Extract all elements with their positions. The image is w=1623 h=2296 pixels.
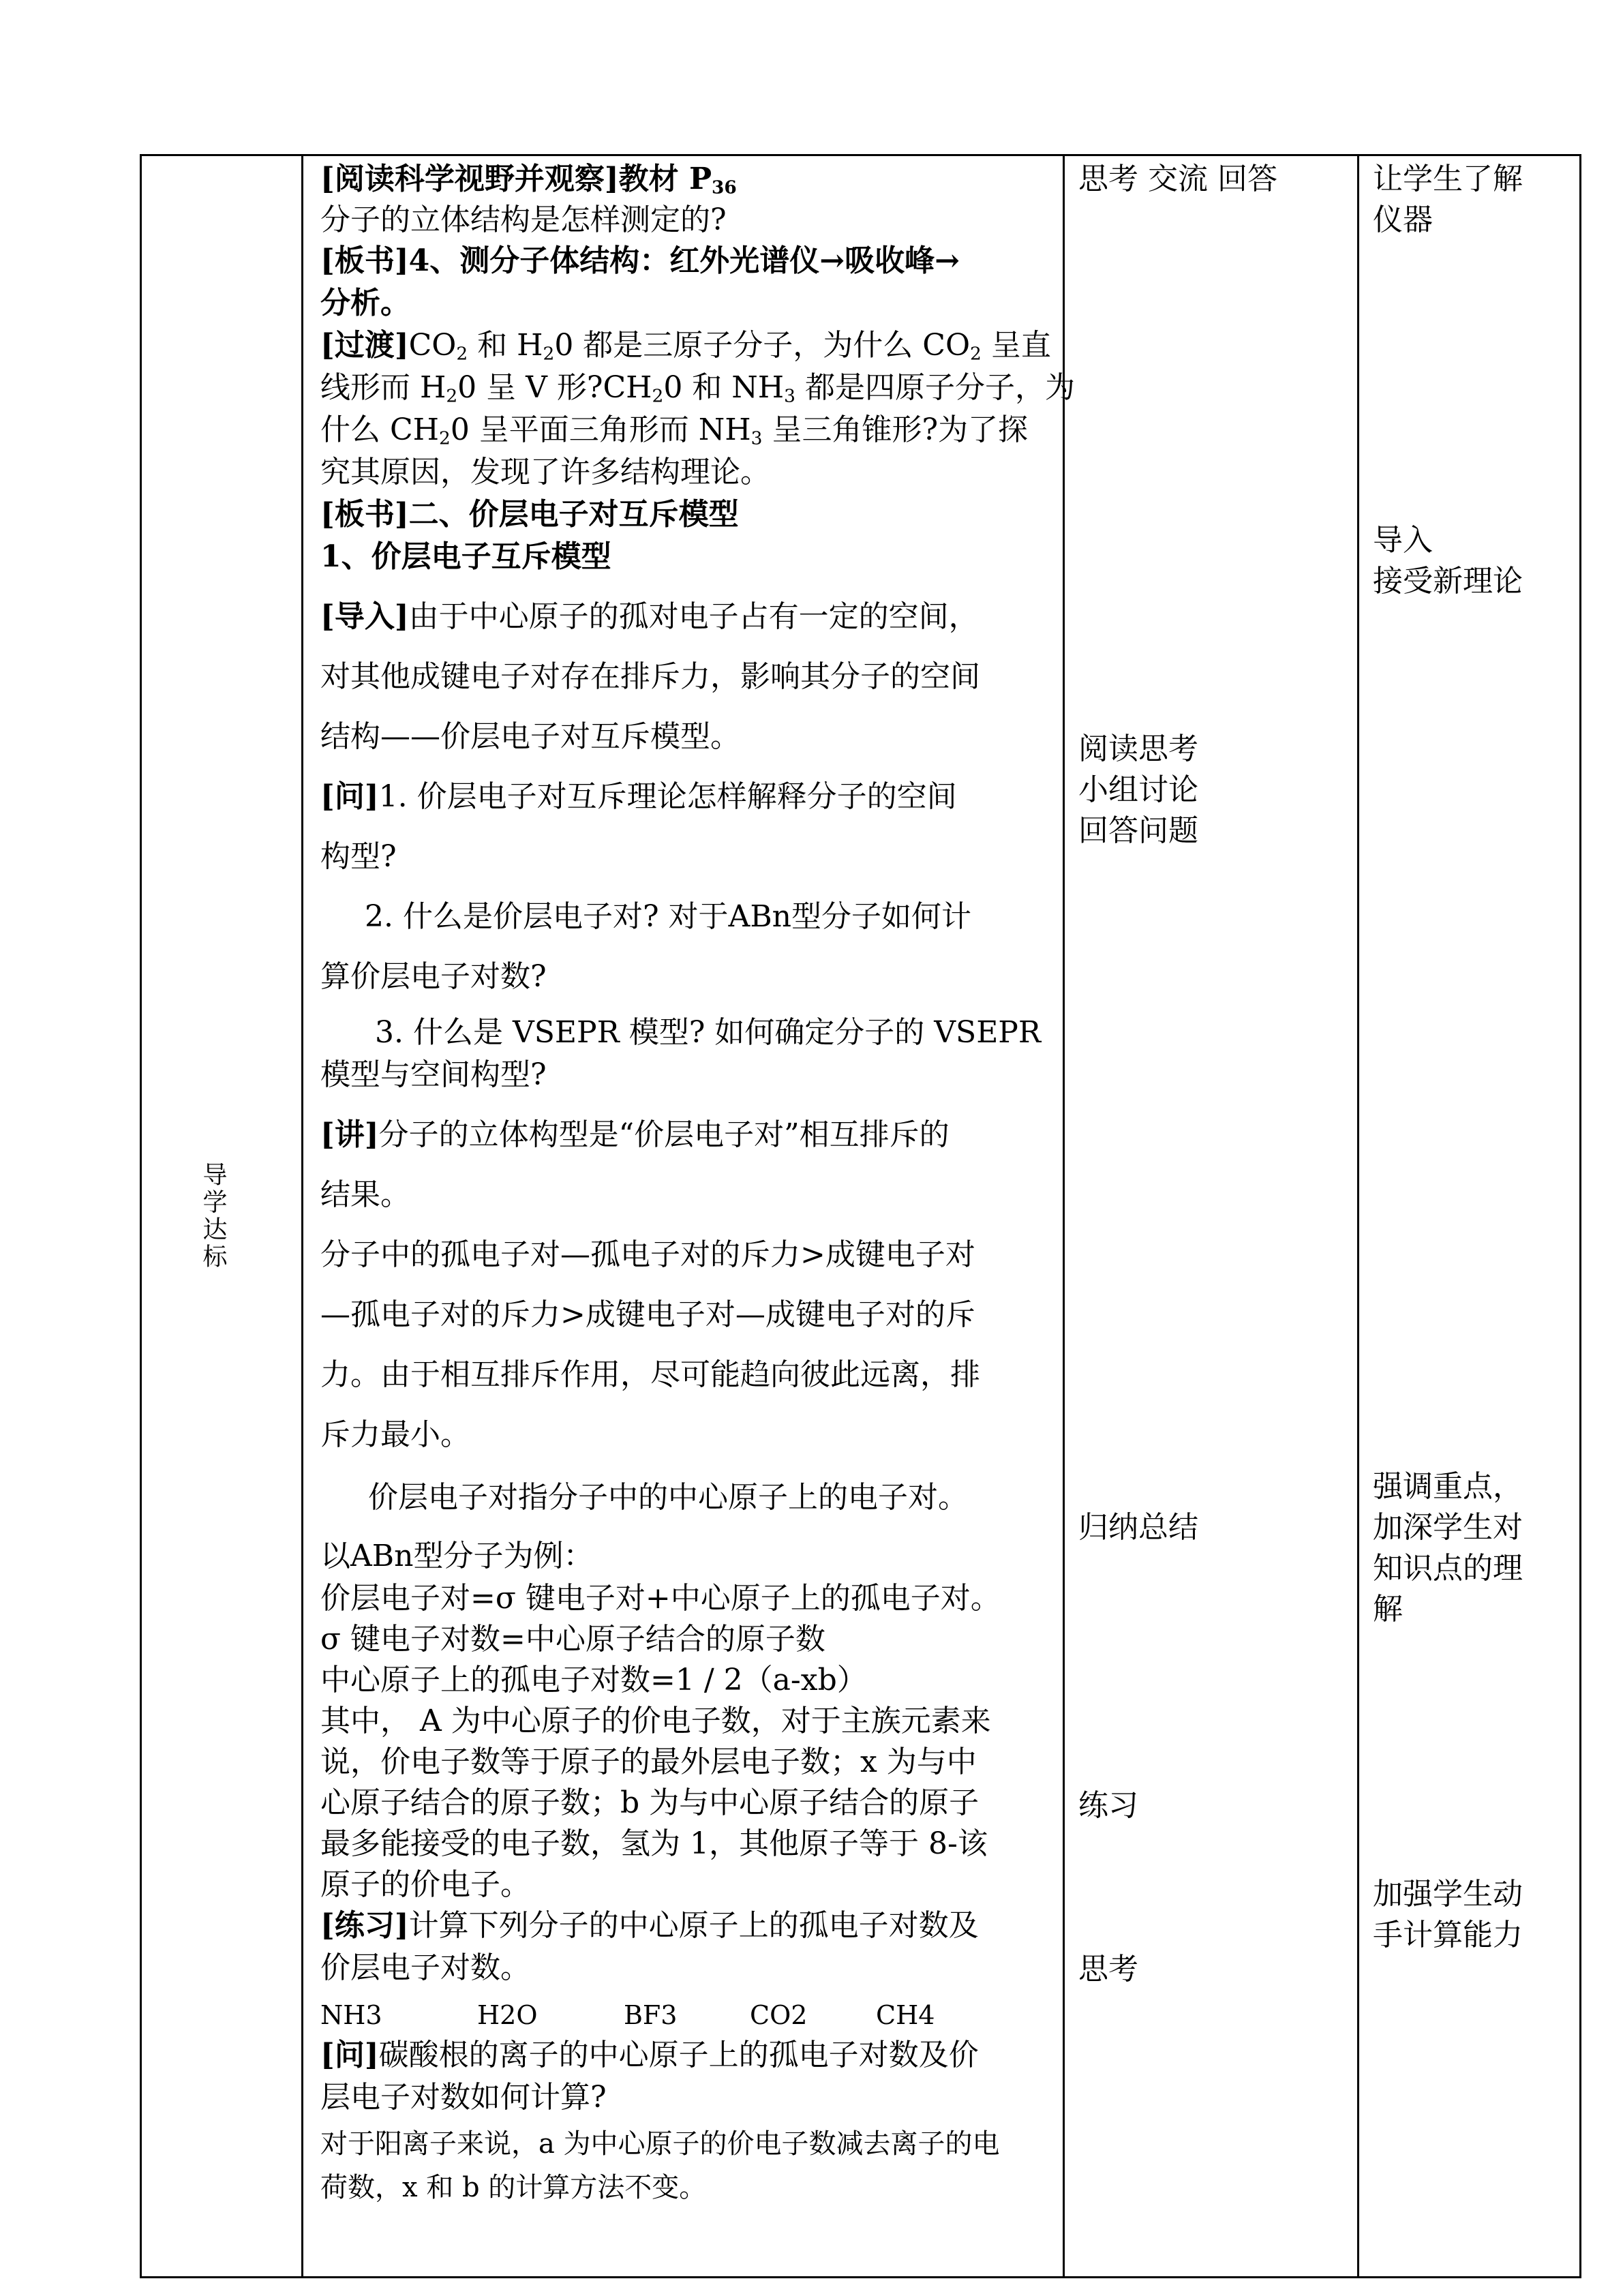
section-cell [141,155,303,2278]
student-activity-item: 阅读思考 [1078,731,1198,766]
content-line: [问]1. 价层电子对互斥理论怎样解释分子的空间 [320,779,957,814]
content-line: 3. 什么是 VSEPR 模型? 如何确定分子的 VSEPR [375,1015,1042,1050]
content-line: 线形而 $H_20$ 呈 V 形$?CH_20$ 和 $NH_3$ 都是四原子分子，为 [320,370,1075,407]
student-activity-item: 思考 交流 回答 [1078,162,1277,196]
student-activity-item: 思考 [1078,1952,1138,1987]
content-line: 价层电子对=σ 键电子对+中心原子上的孤电子对。 [320,1581,1001,1616]
content-line: [讲]分子的立体构型是“价层电子对”相互排斥的 [320,1117,950,1152]
design-intent-item: 手计算能力 [1373,1918,1523,1952]
content-line: 价层电子对指分子中的中心原子上的电子对。 [368,1480,968,1515]
teaching-content-cell [303,155,1075,2278]
section-label: 导学达标 [199,1162,227,1271]
content-line: 层电子对数如何计算? [320,2080,607,2115]
content-line: 结构——价层电子对互斥模型。 [320,719,740,754]
design-intent-item: 加深学生对 [1373,1510,1523,1545]
content-line: 对于阳离子来说，a 为中心原子的价电子数减去离子的电 [320,2128,1000,2160]
content-line: 对其他成键电子对存在排斥力，影响其分子的空间 [320,659,980,694]
content-line: 1、价层电子互斥模型 [320,539,611,574]
content-line: 最多能接受的电子数，氢为 1，其他原子等于 8-该 [320,1826,988,1861]
student-activity-item: 回答问题 [1078,813,1198,848]
design-intent-item: 加强学生动 [1373,1877,1523,1912]
lesson-plan-table [140,154,1581,2278]
content-line: 说，价电子数等于原子的最外层电子数；x 为与中 [320,1744,977,1779]
design-intent-cell [1359,155,1581,2278]
content-line: 2. 什么是价层电子对? 对于ABn型分子如何计 [365,899,971,934]
student-activity [1065,156,1357,2276]
molecule-list [320,1997,935,2033]
design-intent-item: 知识点的理 [1373,1551,1523,1586]
student-activity-item: 归纳总结 [1078,1510,1198,1545]
design-intent [1359,156,1579,2276]
content-line: 究其原因，发现了许多结构理论。 [320,455,770,489]
teaching-content [303,156,1075,2276]
student-activity-item: 练习 [1078,1788,1138,1823]
content-line: 力。由于相互排斥作用，尽可能趋向彼此远离，排 [320,1357,980,1392]
content-line: 斥力最小。 [320,1417,470,1452]
content-line: [练习]计算下列分子的中心原子上的孤电子对数及 [320,1908,979,1943]
design-intent-item: 解 [1373,1592,1403,1627]
content-line: —孤电子对的斥力>成键电子对—成键电子对的斥 [320,1297,975,1332]
molecule: BF3 [624,2000,678,2030]
molecule: NH3 [320,2000,382,2030]
content-line: [板书]二、价层电子对互斥模型 [320,497,739,532]
content-line: [过渡]$CO_2$ 和 $H_20$ 都是三原子分子，为什么 $CO_2$ 呈直 [320,328,1051,365]
design-intent-item: 让学生了解 [1373,162,1523,196]
content-line: 结果。 [320,1177,410,1212]
molecule: CO2 [750,2000,808,2030]
content-line: 什么 $CH_20$ 呈平面三角形而 $NH_3$ 呈三角锥形?为了探 [320,412,1029,449]
content-line: 以ABn型分子为例： [320,1539,594,1573]
molecule: CH4 [876,2000,935,2030]
content-line: [导入]由于中心原子的孤对电子占有一定的空间， [320,599,979,634]
design-intent-item: 接受新理论 [1373,564,1523,599]
content-line: 分析。 [320,286,410,320]
content-line: 分子的立体结构是怎样测定的? [320,202,727,237]
content-line: [板书]4、测分子体结构：红外光谱仪→吸收峰→ [320,243,960,278]
table-row [141,155,1581,2278]
content-line: [阅读科学视野并观察]教材 $P_{36}$ [320,162,737,198]
design-intent-item: 强调重点， [1373,1469,1523,1504]
student-activity-item: 小组讨论 [1078,772,1198,807]
content-line: 荷数，x 和 b 的计算方法不变。 [320,2172,707,2203]
content-line: 模型与空间构型? [320,1057,547,1092]
content-line: [问]碳酸根的离子的中心原子上的孤电子对数及价 [320,2038,979,2072]
content-line: 构型? [320,839,397,874]
content-line: σ 键电子对数=中心原子结合的原子数 [320,1622,825,1657]
content-line: 中心原子上的孤电子对数=1 / 2（a-xb） [320,1663,867,1697]
content-line: 分子中的孤电子对—孤电子对的斥力>成键电子对 [320,1237,975,1272]
design-intent-item: 导入 [1373,523,1433,558]
design-intent-item: 仪器 [1373,202,1433,237]
molecule: H2O [477,2000,538,2030]
content-line: 算价层电子对数? [320,959,547,994]
content-line: 价层电子对数。 [320,1950,530,1985]
student-activity-cell [1064,155,1359,2278]
content-line: 原子的价电子。 [320,1867,530,1902]
content-line: 心原子结合的原子数；b 为与中心原子结合的原子 [320,1785,980,1820]
content-line: 其中， A 为中心原子的价电子数，对于主族元素来 [320,1704,991,1738]
